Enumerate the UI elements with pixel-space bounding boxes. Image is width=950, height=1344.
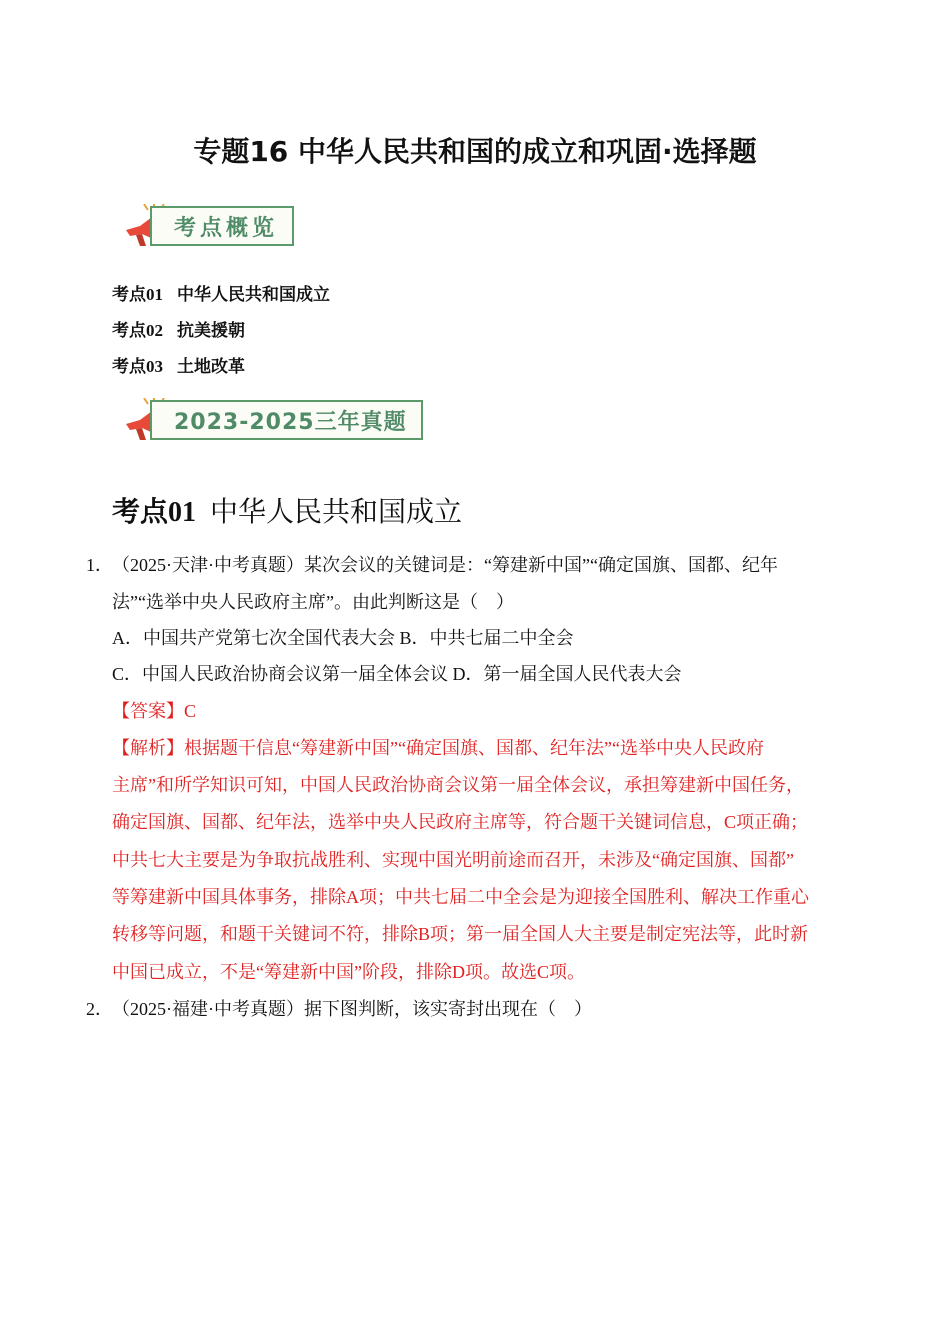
question-2-stem: （2025·福建·中考真题）据下图判断，该实寄封出现在（ ） (112, 999, 592, 1019)
question-1-answer: 【答案】C (112, 701, 197, 721)
toc-item-1: 考点01 中华人民共和国成立 (112, 285, 330, 304)
question-2-number: 2． (86, 999, 113, 1019)
section-heading: 考点01 中华人民共和国成立 (112, 495, 463, 528)
question-1-analysis-line-2: 主席”和所学知识可知，中国人民政治协商会议第一届全体会议，承担筹建新中国任务， (112, 775, 804, 795)
question-1-analysis-line-7: 中国已成立，不是“筹建新中国”阶段，排除D项。故选C项。 (112, 962, 585, 982)
question-1-analysis-line-5: 等筹建新中国具体事务，排除A项；中共七届二中全会是为迎接全国胜利、解决工作重心 (112, 887, 809, 907)
question-1-stem-line-1: （2025·天津·中考真题）某次会议的关键词是：“筹建新中国”“确定国旗、国都、纪年 (112, 555, 778, 575)
toc-item-2: 考点02 抗美援朝 (112, 321, 245, 340)
question-1-analysis-line-6: 转移等问题，和题干关键词不符，排除B项；第一届全国人大主要是制定宪法等，此时新 (112, 924, 809, 944)
question-1-number: 1． (86, 555, 113, 575)
question-1-stem-line-2: 法”“选举中央人民政府主席”。由此判断这是（ ） (112, 592, 514, 612)
banner-three-years-label: 2023-2025三年真题 (150, 400, 423, 440)
banner-overview-label: 考点概览 (150, 206, 294, 246)
banner-three-years (122, 398, 442, 444)
question-1-analysis-line-1: 【解析】根据题干信息“筹建新中国”“确定国旗、国都、纪年法”“选举中央人民政府 (112, 738, 764, 758)
banner-overview (122, 204, 322, 250)
page-title: 专题16 中华人民共和国的成立和巩固·选择题 (193, 135, 757, 168)
question-1-options-line-2: C．中国人民政治协商会议第一届全体会议 D．第一届全国人民代表大会 (112, 664, 682, 684)
question-1-options-line-1: A．中国共产党第七次全国代表大会 B．中共七届二中全会 (112, 628, 574, 648)
question-1-analysis-line-3: 确定国旗、国都、纪年法，选举中央人民政府主席等，符合题干关键词信息，C项正确； (112, 812, 809, 832)
question-1-analysis-line-4: 中共七大主要是为争取抗战胜利、实现中国光明前途而召开，未涉及“确定国旗、国都” (112, 850, 794, 870)
toc-item-3: 考点03 土地改革 (112, 357, 245, 376)
